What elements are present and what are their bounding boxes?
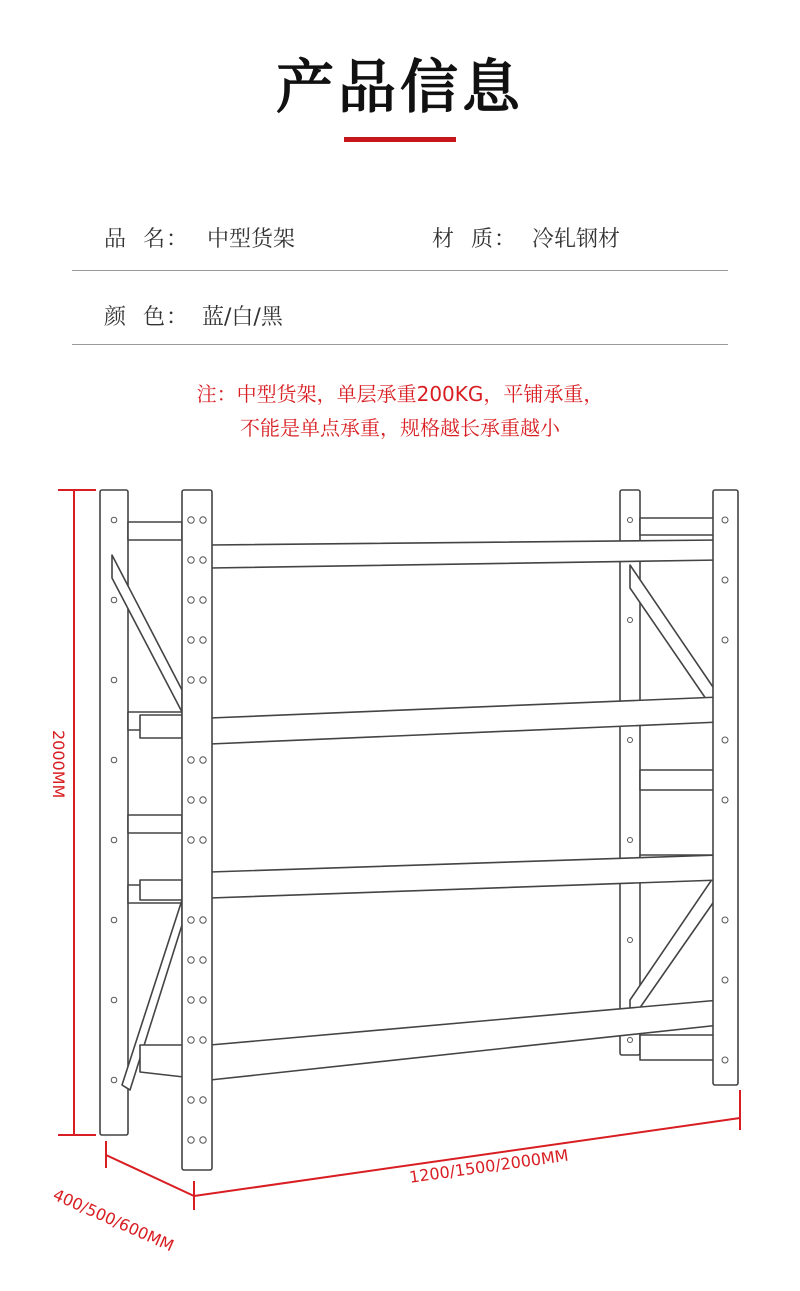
note-line-1: 注：中型货架，单层承重200KG，平铺承重， [196, 382, 604, 406]
spec-material-label: 材 质： [432, 227, 517, 252]
spec-material-value: 冷轧钢材 [532, 227, 621, 252]
spec-name-label: 品 名： [104, 227, 189, 252]
spec-name-value: 中型货架 [207, 227, 296, 252]
length-dimension-label: 1200/1500/2000MM [408, 1145, 570, 1187]
spec-color-value: 蓝/白/黑 [202, 305, 283, 330]
spec-color-label: 颜 色： [104, 305, 189, 330]
depth-dimension-label: 400/500/600MM [50, 1185, 177, 1256]
page-title: 产品信息 [275, 53, 524, 121]
note-line-2: 不能是单点承重，规格越长承重越小 [240, 416, 560, 440]
height-dimension-label: 2000MM [49, 730, 68, 799]
